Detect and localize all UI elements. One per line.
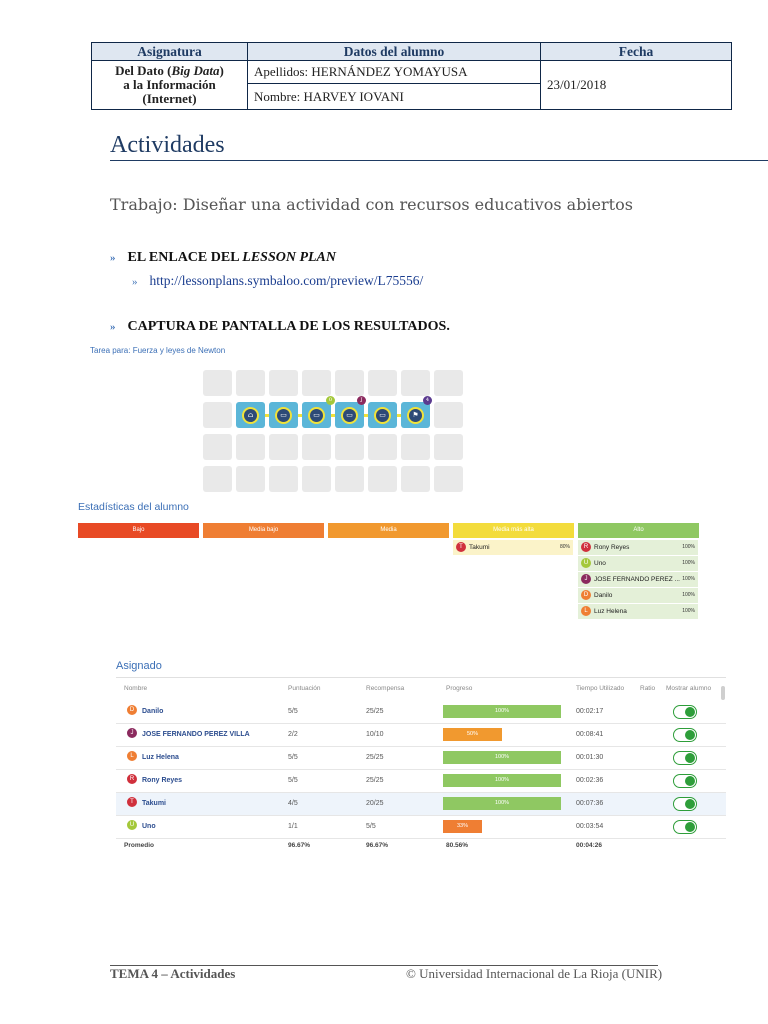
lesson-node[interactable] (368, 402, 397, 428)
show-student-toggle[interactable] (673, 820, 697, 834)
lesson-plan-link[interactable]: http://lessonplans.symbaloo.com/preview/L75556/ (149, 273, 424, 288)
student-pct: 100% (682, 576, 695, 582)
reward: 25/25 (366, 708, 384, 715)
student-name: Danilo (594, 592, 613, 599)
reward: 25/25 (366, 777, 384, 784)
student-name: Uno (594, 560, 606, 567)
symbaloo-grid (200, 368, 470, 495)
student-name-link[interactable]: Luz Helena (142, 754, 179, 761)
bullet-capture: » CAPTURA DE PANTALLA DE LOS RESULTADOS. (110, 319, 450, 334)
score: 2/2 (288, 731, 298, 738)
avatar: L (581, 606, 591, 616)
time-used: 00:03:54 (576, 823, 604, 830)
book-icon: ▭ (308, 407, 325, 424)
show-student-toggle[interactable] (673, 705, 697, 719)
assigned-title: Asignado (116, 660, 162, 672)
book-icon: ▭ (374, 407, 391, 424)
score: 5/5 (288, 754, 298, 761)
student-name-link[interactable]: JOSE FERNANDO PEREZ VILLA (142, 731, 250, 738)
band-1: Media bajo (203, 523, 324, 538)
flag-icon: ⚑ (407, 407, 424, 424)
avatar: R (127, 774, 137, 784)
progress-bar: 33% (443, 820, 482, 833)
band-0: Bajo (78, 523, 199, 538)
student-name: JOSE FERNANDO PEREZ ... (594, 576, 680, 583)
score: 5/5 (288, 708, 298, 715)
table-row[interactable] (116, 724, 726, 747)
table-row[interactable] (116, 701, 726, 724)
student-name: Takumi (469, 544, 490, 551)
finish-node[interactable] (401, 397, 430, 428)
avatar: D (581, 590, 591, 600)
book-icon: ▭ (341, 407, 358, 424)
bullet-lesson-plan: » EL ENLACE DEL LESSON PLAN (110, 250, 336, 265)
time-used: 00:01:30 (576, 754, 604, 761)
score: 1/1 (288, 823, 298, 830)
student-pct: 100% (682, 544, 695, 550)
student-chip[interactable] (578, 588, 698, 603)
avatar: U (581, 558, 591, 568)
task-title: Tarea para: Fuerza y leyes de Newton (90, 346, 226, 355)
progress-bar: 100% (443, 751, 561, 764)
student-pct: 100% (682, 592, 695, 598)
lesson-node[interactable] (335, 397, 364, 428)
surnames-cell: Apellidos: HERNÁNDEZ YOMAYUSA (248, 61, 541, 84)
reward: 20/25 (366, 800, 384, 807)
time-used: 00:08:41 (576, 731, 604, 738)
footer-left: TEMA 4 – Actividades (110, 966, 236, 981)
avatar: L (127, 751, 137, 761)
avatar: J (581, 574, 591, 584)
footer-right: © Universidad Internacional de La Rioja (UNIR) (406, 966, 663, 981)
section-title: Actividades (110, 132, 225, 158)
time-used: 00:02:17 (576, 708, 604, 715)
avatar: J (127, 728, 137, 738)
student-name: Rony Reyes (594, 544, 630, 551)
time-used: 00:07:36 (576, 800, 604, 807)
time-used: 00:02:36 (576, 777, 604, 784)
bullet-arrow-icon: » (110, 321, 116, 333)
avatar: U (127, 820, 137, 830)
assigned-table-header: Nombre Puntuación Recompensa Progreso Tiempo Utilizado Ratio Mostrar alumno (124, 685, 712, 692)
col-student-header: Datos del alumno (248, 43, 541, 61)
table-row[interactable] (116, 816, 726, 839)
student-name: Luz Helena (594, 608, 627, 615)
average-row: Promedio 96.67% 96.67% 80.56% 00:04:26 (124, 842, 603, 849)
student-name-link[interactable]: Takumi (142, 800, 166, 807)
reward: 25/25 (366, 754, 384, 761)
date-cell: 23/01/2018 (541, 61, 732, 110)
student-pct: 80% (559, 544, 570, 550)
header-table (91, 42, 732, 110)
score: 5/5 (288, 777, 298, 784)
band-2: Media (328, 523, 449, 538)
node-badge: 4 (423, 396, 432, 405)
reward: 5/5 (366, 823, 376, 830)
avatar: T (127, 797, 137, 807)
stats-title: Estadísticas del alumno (78, 501, 189, 513)
student-name-link[interactable]: Rony Reyes (142, 777, 183, 784)
score: 4/5 (288, 800, 298, 807)
avatar: T (456, 542, 466, 552)
student-pct: 100% (682, 560, 695, 566)
home-icon: ⌂ (242, 407, 259, 424)
section-divider (110, 160, 768, 161)
band-4: Alto (578, 523, 699, 538)
student-pct: 100% (682, 608, 695, 614)
show-student-toggle[interactable] (673, 728, 697, 742)
home-node[interactable] (236, 402, 265, 428)
student-name-link[interactable]: Uno (142, 823, 156, 830)
student-chip[interactable] (578, 556, 698, 571)
lesson-node[interactable] (302, 397, 333, 428)
band-3: Media más alta (453, 523, 574, 538)
avatar: R (581, 542, 591, 552)
subject-cell: Del Dato (Big Data) a la Información (Internet) (92, 61, 248, 110)
table-row[interactable] (116, 747, 726, 770)
student-name-link[interactable]: Danilo (142, 708, 164, 715)
table-row[interactable] (116, 793, 726, 816)
bullet-arrow-icon: » (132, 276, 138, 288)
bullet-link (132, 273, 423, 290)
progress-bar: 100% (443, 705, 561, 718)
col-date-header: Fecha (541, 43, 732, 61)
student-chip[interactable] (578, 572, 698, 587)
progress-bar: 100% (443, 797, 561, 810)
progress-bar: 100% (443, 774, 561, 787)
table-row[interactable] (116, 770, 726, 793)
student-chip[interactable] (578, 604, 698, 619)
book-icon: ▭ (275, 407, 292, 424)
node-badge: 0 (326, 396, 335, 405)
progress-bar: 50% (443, 728, 502, 741)
reward: 10/10 (366, 731, 384, 738)
student-chip[interactable] (453, 540, 573, 555)
assigned-divider (116, 677, 726, 678)
avatar: D (127, 705, 137, 715)
assigned-table-body (116, 701, 726, 841)
name-cell: Nombre: HARVEY IOVANI (248, 84, 541, 110)
col-subject-header: Asignatura (92, 43, 248, 61)
show-student-toggle[interactable] (673, 751, 697, 765)
scrollbar[interactable] (721, 686, 725, 700)
node-badge: J (357, 396, 366, 405)
lesson-node[interactable] (269, 402, 298, 428)
student-chip[interactable] (578, 540, 698, 555)
show-student-toggle[interactable] (673, 797, 697, 811)
subtitle: Trabajo: Diseñar una actividad con recursos educativos abiertos (110, 195, 633, 214)
show-student-toggle[interactable] (673, 774, 697, 788)
bullet-arrow-icon: » (110, 252, 116, 264)
